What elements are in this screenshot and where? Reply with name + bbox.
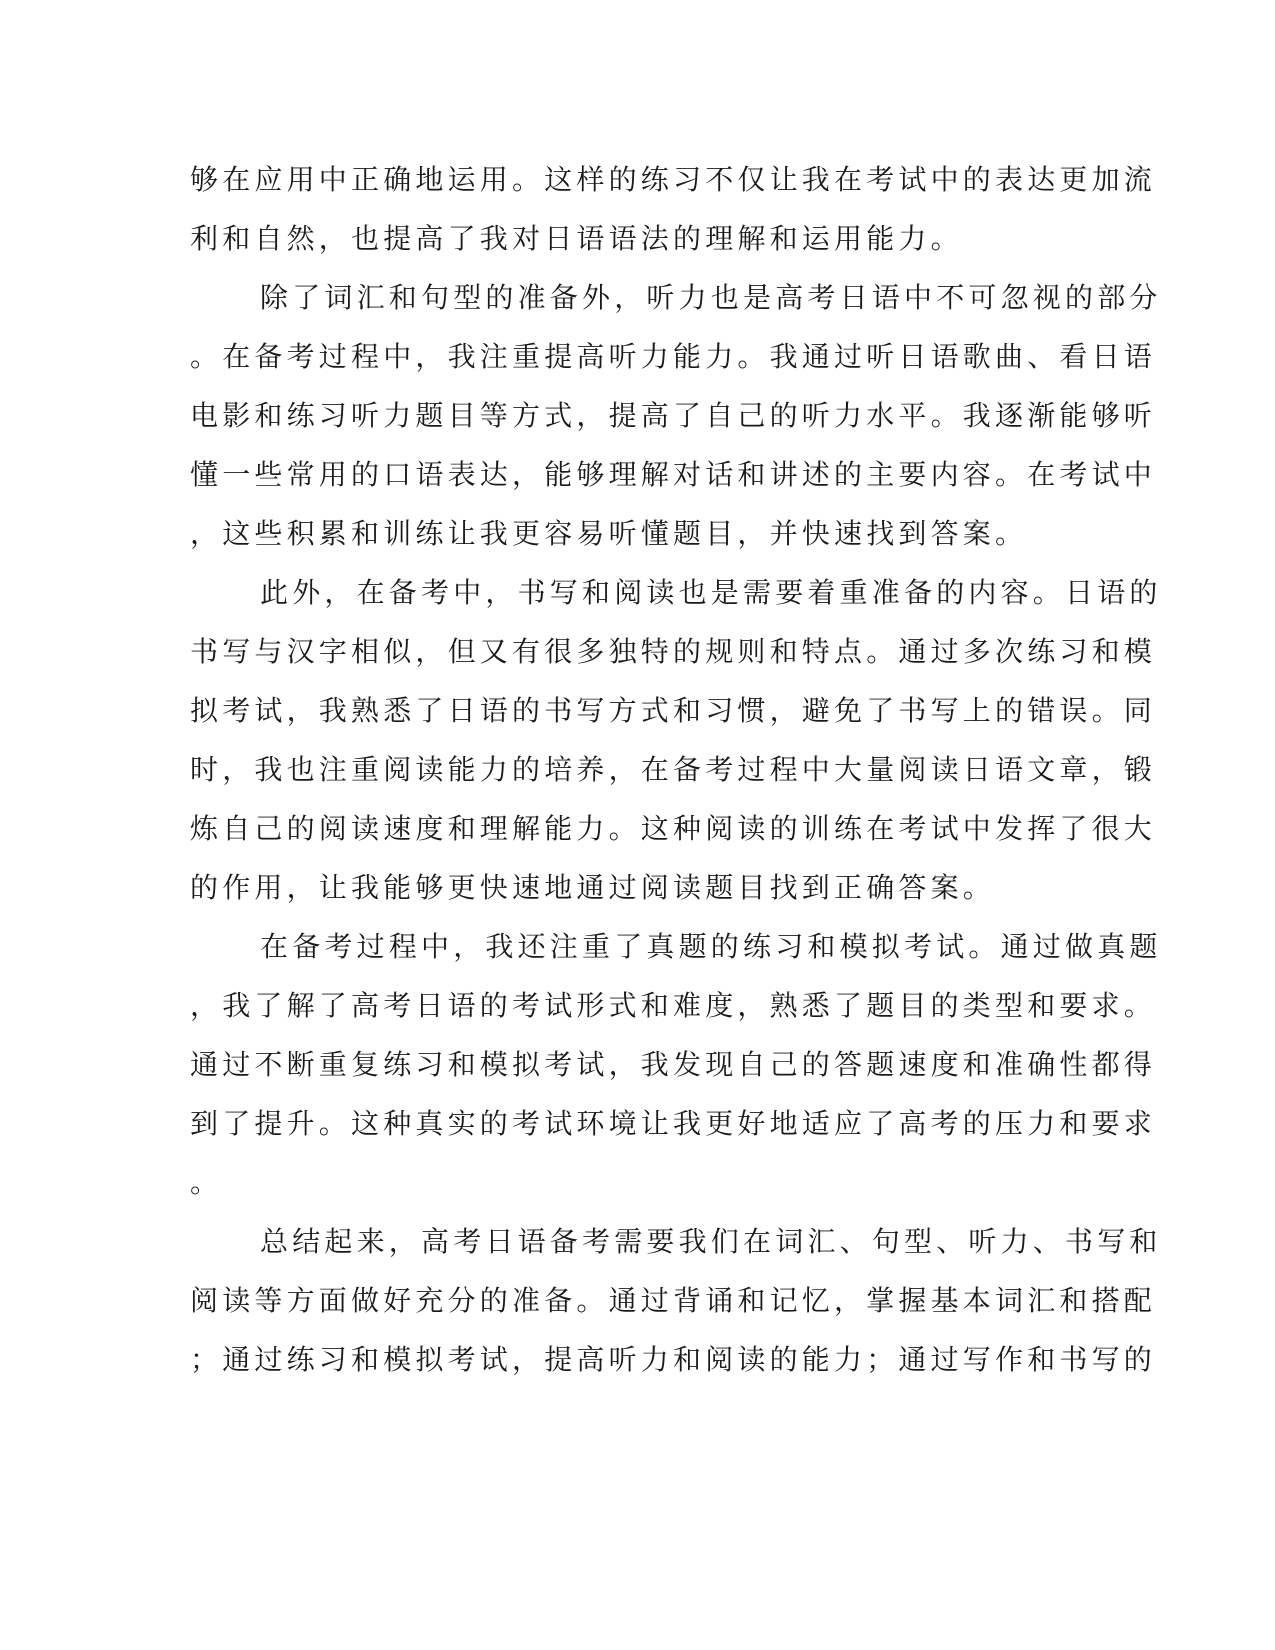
paragraph-first-line: 在备考过程中，我还注重了真题的练习和模拟考试。通过做真题 — [260, 930, 1162, 963]
text-line: 利和自然，也提高了我对日语语法的理解和运用能力。 — [190, 222, 963, 255]
text-line: 阅读等方面做好充分的准备。通过背诵和记忆，掌握基本词汇和搭配 — [190, 1284, 1157, 1317]
text-line: 电影和练习听力题目等方式，提高了自己的听力水平。我逐渐能够听 — [190, 399, 1157, 432]
text-line: 。 — [190, 1166, 223, 1199]
text-line: 懂一些常用的口语表达，能够理解对话和讲述的主要内容。在考试中 — [190, 458, 1157, 491]
text-line: 拟考试，我熟悉了日语的书写方式和习惯，避免了书写上的错误。同 — [190, 694, 1157, 727]
paragraph-first-line: 此外，在备考中，书写和阅读也是需要着重准备的内容。日语的 — [260, 576, 1162, 609]
text-line: ，这些积累和训练让我更容易听懂题目，并快速找到答案。 — [190, 517, 1028, 550]
text-line: 通过不断重复练习和模拟考试，我发现自己的答题速度和准确性都得 — [190, 1048, 1157, 1081]
text-line: 到了提升。这种真实的考试环境让我更好地适应了高考的压力和要求 — [190, 1107, 1157, 1140]
text-line: 时，我也注重阅读能力的培养，在备考过程中大量阅读日语文章，锻 — [190, 753, 1157, 786]
text-line: 。在备考过程中，我注重提高听力能力。我通过听日语歌曲、看日语 — [190, 340, 1157, 373]
text-line: ；通过练习和模拟考试，提高听力和阅读的能力；通过写作和书写的 — [190, 1343, 1157, 1376]
text-line: 的作用，让我能够更快速地通过阅读题目找到正确答案。 — [190, 871, 996, 904]
text-line: 够在应用中正确地运用。这样的练习不仅让我在考试中的表达更加流 — [190, 163, 1157, 196]
text-line: 书写与汉字相似，但又有很多独特的规则和特点。通过多次练习和模 — [190, 635, 1157, 668]
paragraph-first-line: 除了词汇和句型的准备外，听力也是高考日语中不可忽视的部分 — [260, 281, 1162, 314]
text-line: 炼自己的阅读速度和理解能力。这种阅读的训练在考试中发挥了很大 — [190, 812, 1157, 845]
paragraph-first-line: 总结起来，高考日语备考需要我们在词汇、句型、听力、书写和 — [260, 1225, 1162, 1258]
text-line: ，我了解了高考日语的考试形式和难度，熟悉了题目的类型和要求。 — [190, 989, 1157, 1022]
